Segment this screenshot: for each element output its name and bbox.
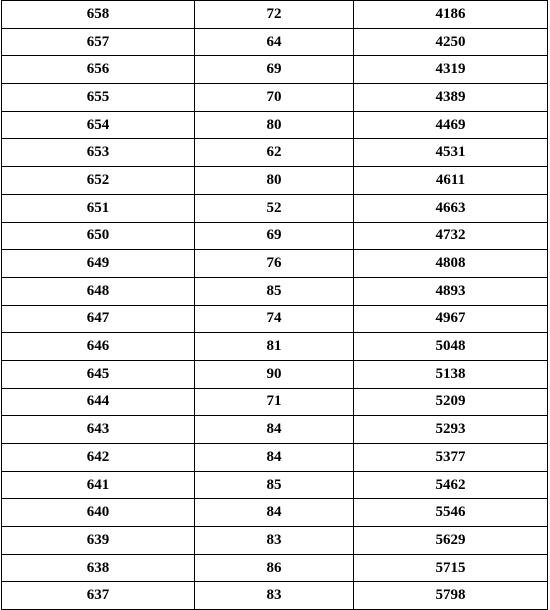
count-cell: 80 [195,111,354,139]
cumulative-count-cell: 5209 [354,388,548,416]
score-cell: 654 [2,111,195,139]
cumulative-count-cell: 5377 [354,444,548,472]
score-cell: 657 [2,28,195,56]
cumulative-count-cell: 5798 [354,582,548,610]
cumulative-count-cell: 5715 [354,554,548,582]
cumulative-count-cell: 4319 [354,56,548,84]
score-cell: 642 [2,444,195,472]
table-row [2,416,548,444]
score-distribution-table [1,0,548,610]
cumulative-count-cell: 4663 [354,194,548,222]
table-row [2,194,548,222]
table-row [2,305,548,333]
cumulative-count-cell: 4250 [354,28,548,56]
count-cell: 52 [195,194,354,222]
cumulative-count-cell: 5546 [354,499,548,527]
score-cell: 639 [2,527,195,555]
count-cell: 70 [195,84,354,112]
table-row [2,527,548,555]
cumulative-count-cell: 5138 [354,360,548,388]
cumulative-count-cell: 4611 [354,167,548,195]
count-cell: 69 [195,56,354,84]
cumulative-count-cell: 5293 [354,416,548,444]
table-row [2,388,548,416]
score-table-container [1,0,547,610]
table-row [2,444,548,472]
table-row [2,56,548,84]
count-cell: 72 [195,1,354,29]
score-cell: 651 [2,194,195,222]
count-cell: 84 [195,416,354,444]
cumulative-count-cell: 4186 [354,1,548,29]
cumulative-count-cell: 4469 [354,111,548,139]
cumulative-count-cell: 4389 [354,84,548,112]
score-cell: 653 [2,139,195,167]
table-row [2,250,548,278]
score-cell: 647 [2,305,195,333]
count-cell: 83 [195,582,354,610]
count-cell: 85 [195,277,354,305]
cumulative-count-cell: 4808 [354,250,548,278]
count-cell: 76 [195,250,354,278]
cumulative-count-cell: 4967 [354,305,548,333]
score-cell: 641 [2,471,195,499]
table-body [2,1,548,610]
score-cell: 652 [2,167,195,195]
score-cell: 650 [2,222,195,250]
count-cell: 81 [195,333,354,361]
table-row [2,554,548,582]
table-row [2,277,548,305]
table-row [2,222,548,250]
count-cell: 64 [195,28,354,56]
count-cell: 69 [195,222,354,250]
score-cell: 646 [2,333,195,361]
count-cell: 80 [195,167,354,195]
table-row [2,28,548,56]
count-cell: 74 [195,305,354,333]
table-row [2,84,548,112]
score-cell: 637 [2,582,195,610]
score-cell: 645 [2,360,195,388]
cumulative-count-cell: 5462 [354,471,548,499]
table-row [2,360,548,388]
score-cell: 644 [2,388,195,416]
count-cell: 62 [195,139,354,167]
table-row [2,471,548,499]
table-row [2,139,548,167]
table-row [2,1,548,29]
count-cell: 71 [195,388,354,416]
score-cell: 649 [2,250,195,278]
score-cell: 643 [2,416,195,444]
count-cell: 84 [195,499,354,527]
count-cell: 83 [195,527,354,555]
table-row [2,111,548,139]
score-cell: 655 [2,84,195,112]
count-cell: 90 [195,360,354,388]
cumulative-count-cell: 4732 [354,222,548,250]
table-row [2,333,548,361]
score-cell: 648 [2,277,195,305]
score-cell: 656 [2,56,195,84]
cumulative-count-cell: 5048 [354,333,548,361]
count-cell: 85 [195,471,354,499]
count-cell: 86 [195,554,354,582]
score-cell: 658 [2,1,195,29]
cumulative-count-cell: 4531 [354,139,548,167]
cumulative-count-cell: 5629 [354,527,548,555]
table-row [2,582,548,610]
table-row [2,167,548,195]
score-cell: 640 [2,499,195,527]
table-row [2,499,548,527]
score-cell: 638 [2,554,195,582]
count-cell: 84 [195,444,354,472]
cumulative-count-cell: 4893 [354,277,548,305]
